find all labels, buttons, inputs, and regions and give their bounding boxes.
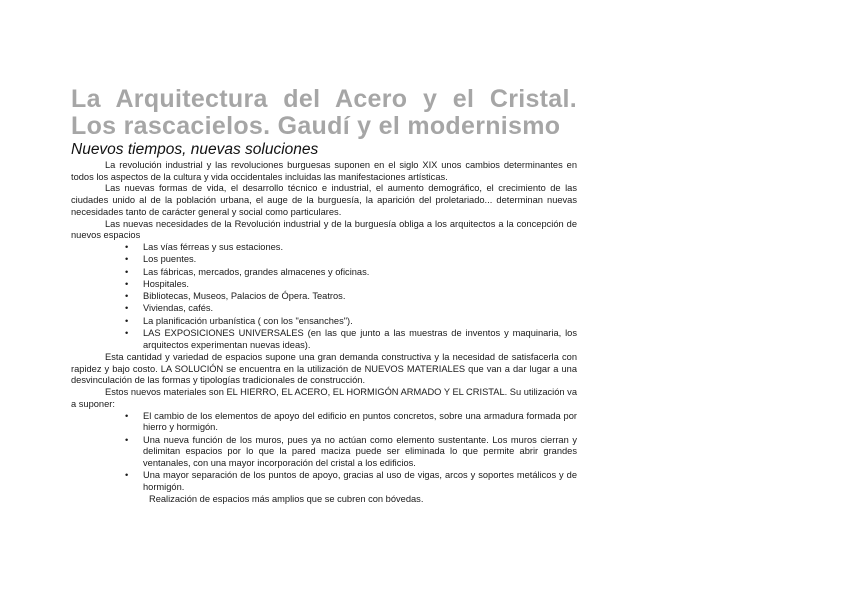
bullet-icon: • bbox=[125, 266, 129, 277]
list-item: • Viviendas, cafés. bbox=[125, 303, 214, 314]
list-item: • Las vías férreas y sus estaciones. bbox=[125, 241, 284, 252]
list-item: • Las fábricas, mercados, grandes almacenes y oficinas. bbox=[125, 266, 370, 277]
list-item: • Hospitales. bbox=[125, 278, 189, 289]
bullet-icon: • bbox=[125, 278, 129, 289]
list-item: • La planificación urbanística ( con los "ensanches"). bbox=[125, 315, 353, 326]
bullet-icon: • bbox=[125, 410, 129, 421]
list-item: • Una nueva función de los muros, pues ya no actúan como elemento sustentante. Los muros cierran y delimitan espacios por lo que la pared maciza puede ser eliminada lo que permite abrir grandes ventanales, con una mayor incorporación del cristal a los edificios. bbox=[125, 434, 577, 468]
list-item: • LAS EXPOSICIONES UNIVERSALES (en las que junto a las muestras de inventos y maquinaria, los arquitectos experimentan nuevas ideas). bbox=[125, 328, 577, 350]
spaces-list bbox=[71, 242, 577, 351]
section-heading: Nuevos tiempos, nuevas soluciones bbox=[71, 141, 319, 158]
paragraph-materials: Estos nuevos materiales son EL HIERRO, EL ACERO, EL HORMIGÓN ARMADO Y EL CRISTAL. Su utilización va a suponer: bbox=[71, 387, 577, 409]
bullet-icon: • bbox=[125, 254, 129, 265]
bullet-icon: • bbox=[125, 291, 129, 302]
list-item: • Bibliotecas, Museos, Palacios de Ópera. Teatros. bbox=[125, 291, 346, 302]
bullet-icon: • bbox=[125, 303, 129, 314]
list-item: • El cambio de los elementos de apoyo del edificio en puntos concretos, sobre una armadura formada por hierro y hormigón. bbox=[125, 410, 577, 433]
list-item: • Una mayor separación de los puntos de apoyo, gracias al uso de vigas, arcos y soportes metálicos y de hormigón. bbox=[125, 470, 577, 492]
list-item: • Los puentes. bbox=[125, 254, 197, 265]
paragraph-intro: La revolución industrial y las revoluciones burguesas suponen en el siglo XIX unos cambios determinantes en todos los aspectos de la cultura y vida occidentales incluidas las manifestaciones artísticas. bbox=[71, 160, 577, 182]
bullet-icon: • bbox=[125, 315, 129, 326]
paragraph-vaults: Realización de espacios más amplios que se cubren con bóvedas. bbox=[149, 494, 424, 505]
bullet-icon: • bbox=[125, 470, 129, 481]
bullet-icon: • bbox=[125, 241, 129, 252]
effects-list bbox=[71, 411, 577, 494]
document-title: La Arquitectura del Acero y el Cristal. Los rascacielos. Gaudí y el modernismo bbox=[71, 85, 577, 140]
bullet-icon: • bbox=[125, 328, 129, 338]
bullet-icon: • bbox=[125, 434, 129, 445]
paragraph-new-needs: Las nuevas necesidades de la Revolución industrial y de la burguesía obliga a los arquitectos a la concepción de nuevos espacios bbox=[71, 218, 577, 241]
paragraph-new-life: Las nuevas formas de vida, el desarrollo técnico e industrial, el aumento demográfico, el crecimiento de las ciudades unido al de la población urbana, el auge de la burguesía, la aparición del proletariado... determinan nuevas necesidades tanto de carácter general y social como particulares. bbox=[71, 183, 577, 217]
document-body bbox=[71, 86, 577, 506]
paragraph-solution: Esta cantidad y variedad de espacios supone una gran demanda constructiva y la necesidad de satisfacerla con rapidez y bajo costo. LA SOLUCIÓN se encuentra en la utilización de NUEVOS MATERIALES que van a dar lugar a una desvinculación de las formas y tipologías tradicionales de construcción. bbox=[71, 352, 577, 386]
